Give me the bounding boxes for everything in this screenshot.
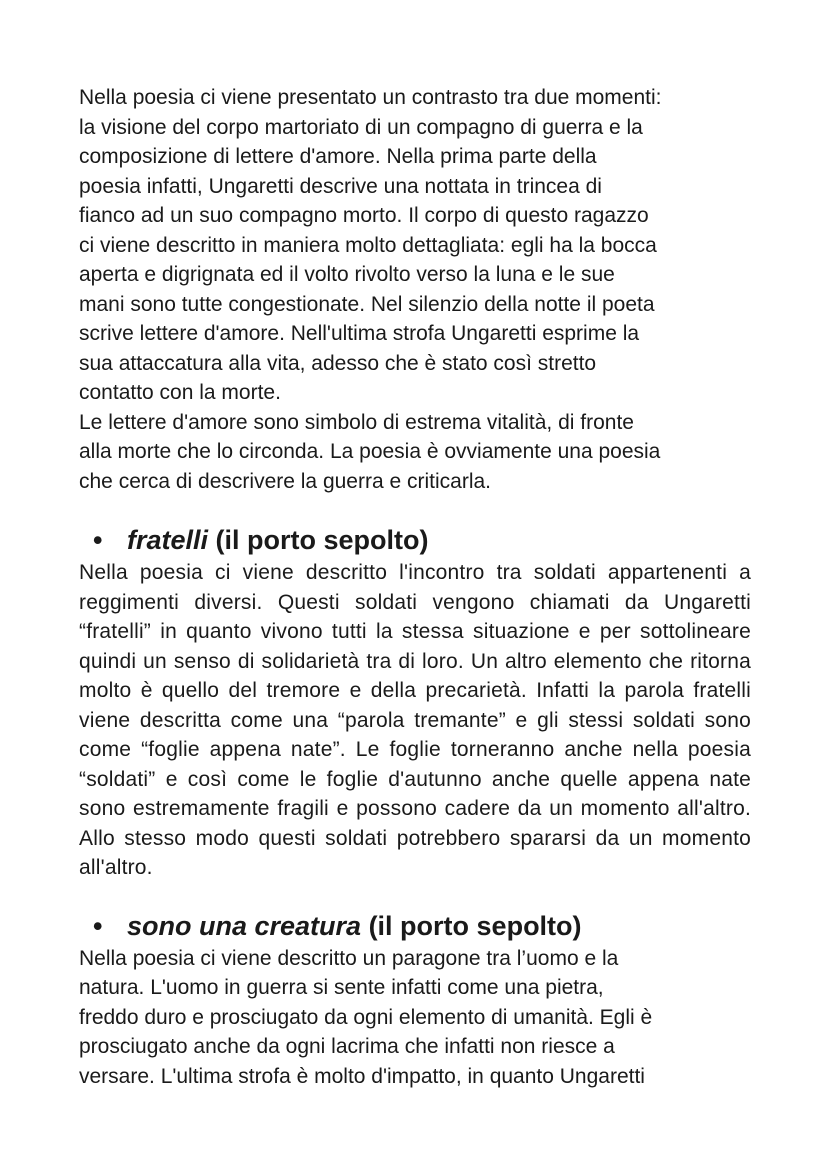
section-heading-fratelli [79,522,751,558]
page-content [79,83,751,1091]
collection-name: (il porto sepolto) [208,525,429,555]
poem-title: fratelli [127,525,209,555]
poem-title: sono una creatura [127,910,362,941]
sono-una-creatura-paragraph: Nella poesia ci viene descritto un paragone tra l’uomo e la natura. L'uomo in guerra si sente infatti come una pietra, freddo duro e prosciugato da ogni elemento di umanità. Egli è prosciugato anche da ogni lacrima che infatti non riesce a versare. L'ultima strofa è molto d'impatto, in quanto Ungaretti [79,946,653,1088]
collection-name: (il porto sepolto) [361,910,582,941]
bullet-icon: • [93,910,103,941]
bullet-icon: • [93,525,103,555]
heading-text [127,522,429,558]
section-heading-sono-una-creatura [79,908,751,944]
intro-paragraph: Nella poesia ci viene presentato un contrasto tra due momenti: la visione del corpo martoriato di un compagno di guerra e la composizione di lettere d'amore. Nella prima parte della poesia infatti, Ungaretti descrive una nottata in trincea di fianco ad un suo compagno morto. Il corpo di questo ragazzo ci viene descritto in maniera molto dettagliata: egli ha la bocca aperta e digrignata ed il volto rivolto verso la luna e le sue mani sono tutte congestionate. Nel silenzio della notte il poeta scrive lettere d'amore. Nell'ultima strofa Ungaretti esprime la sua attaccatura alla vita, adesso che è stato così stretto contatto con la morte. Le lettere d'amore sono simbolo di estrema vitalità, di fronte alla morte che lo circonda. La poesia è ovviamente una poesia che cerca di descrivere la guerra e criticarla. [79,86,662,493]
fratelli-paragraph: Nella poesia ci viene descritto l'incontro tra soldati appartenenti a reggimenti diversi. Questi soldati vengono chiamati da Ungaretti “fratelli” in quanto vivono tutti la stessa situazione e per sottolineare quindi un senso di solidarietà tra di loro. Un altro elemento che ritorna molto è quello del tremore e della precarietà. Infatti la parola fratelli viene descritta come una “parola tremante” e gli stessi soldati sono come “foglie appena nate”. Le foglie torneranno anche nella poesia “soldati” e così come le foglie d'autunno anche quelle appena nate sono estremamente fragili e possono cadere da un momento all'altro. Allo stesso modo questi soldati potrebbero spararsi da un momento all'altro. [79,561,751,879]
heading-text [127,908,582,944]
